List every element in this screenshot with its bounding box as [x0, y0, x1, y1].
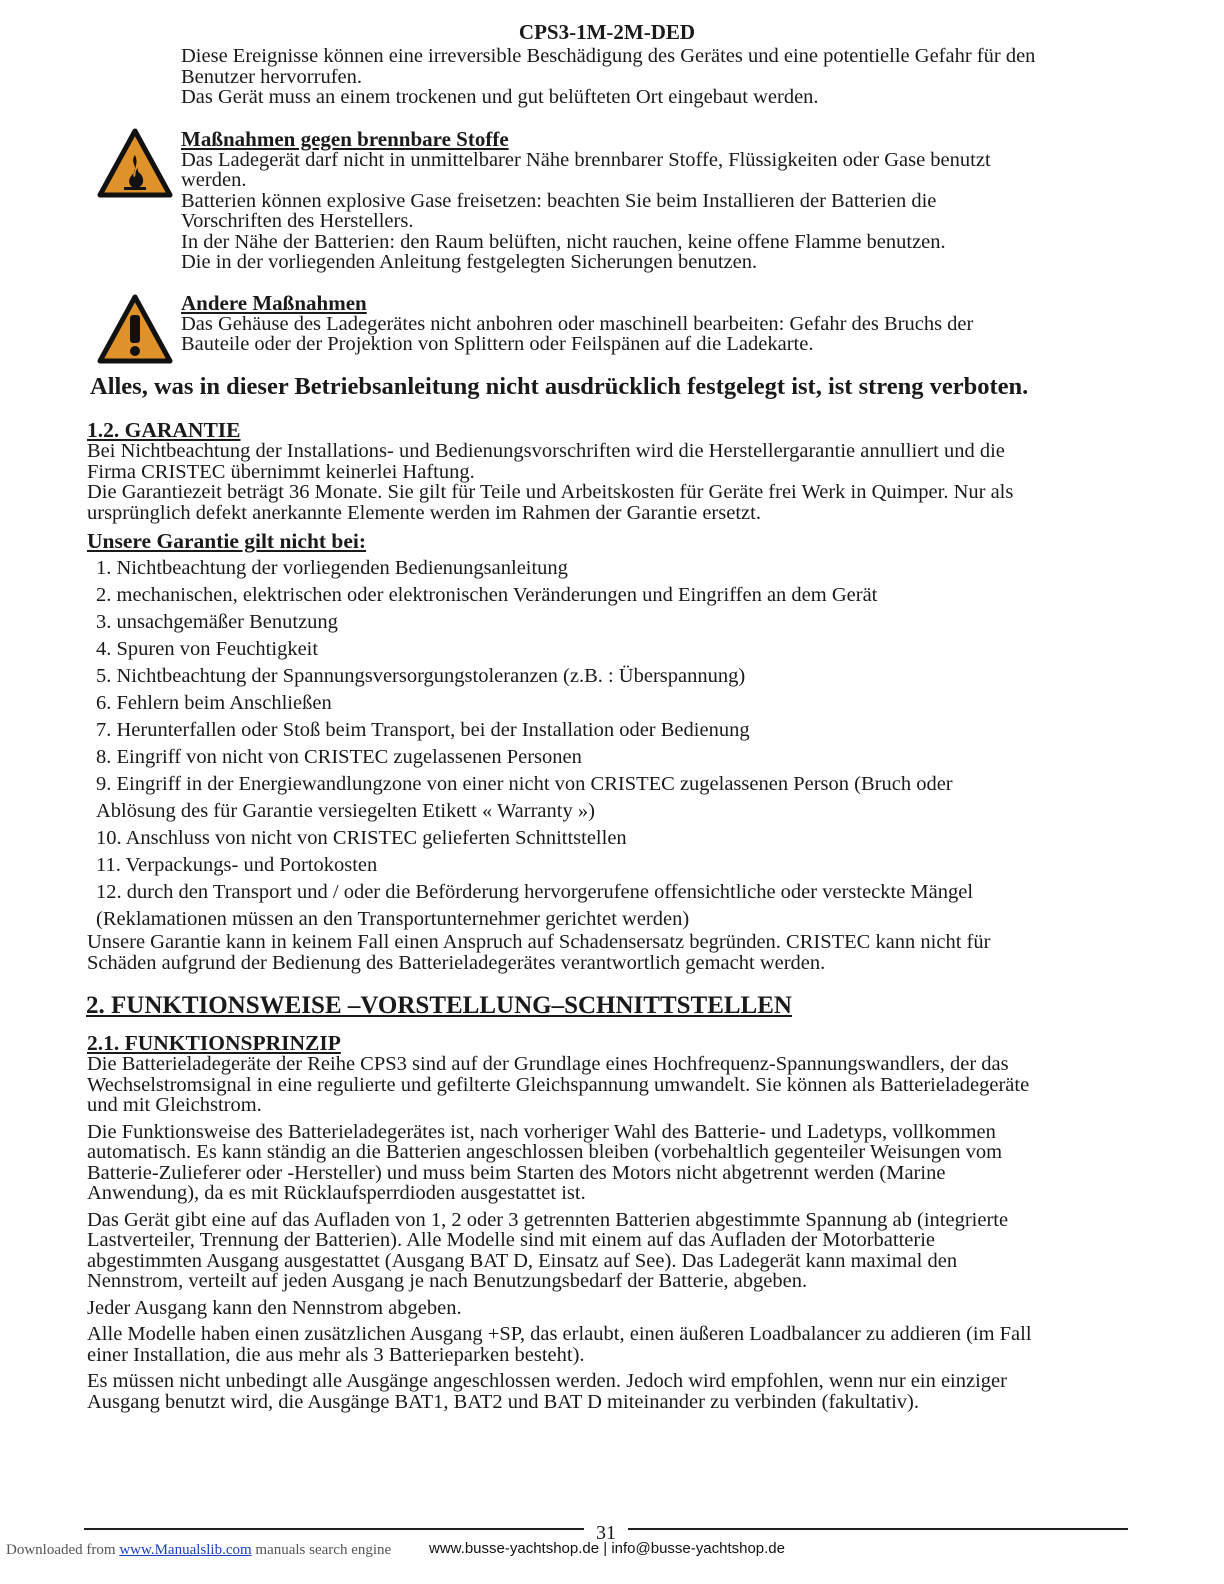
paragraph: [87, 1298, 1147, 1319]
flammable-line: In der Nähe der Batterien: den Raum belüften, nicht rauchen, keine offene Flamme benutzen.: [181, 230, 946, 253]
paragraph-line: Lastverteiler, Trennung der Batterien). Alle Modelle sind mit einem auf das Aufladen der Motorbatterie: [87, 1229, 935, 1251]
section-2-heading: 2. FUNKTIONSWEISE –VORSTELLUNG–SCHNITTSTELLEN: [86, 992, 792, 1019]
not-covered-heading: Unsere Garantie gilt nicht bei:: [87, 529, 367, 553]
other-measures-section: [181, 293, 1141, 355]
flammable-line: Das Ladegerät darf nicht in unmittelbarer Nähe brennbarer Stoffe, Flüssigkeiten oder Gase benutzt: [181, 148, 991, 171]
paragraph-line: Wechselstromsignal in eine regulierte und gefilterte Gleichspannung umwandelt. Sie können als Batterieladegeräte: [87, 1073, 1030, 1096]
paragraph-line: Ausgang benutzt wird, die Ausgänge BAT1, BAT2 und BAT D miteinander zu verbinden (fakultativ).: [87, 1390, 919, 1413]
list-item: 10. Anschluss von nicht von CRISTEC gelieferten Schnittstellen: [96, 827, 627, 849]
list-item: 8. Eingriff von nicht von CRISTEC zugelassenen Personen: [96, 746, 582, 768]
list-item: 1. Nichtbeachtung der vorliegenden Bedienungsanleitung: [96, 557, 568, 579]
paragraph-line: Es müssen nicht unbedingt alle Ausgänge angeschlossen werden. Jedoch wird empfohlen, wenn nur ein einziger: [87, 1370, 1007, 1392]
list-item: 11. Verpackungs- und Portokosten: [96, 854, 378, 876]
footer-divider: [84, 1528, 584, 1530]
guarantee-section: [87, 419, 1147, 552]
list-item: (Reklamationen müssen an den Transportunternehmer gerichtet werden): [96, 908, 690, 930]
functional-principle-heading: 2.1. FUNKTIONSPRINZIP: [87, 1031, 341, 1055]
download-credit: [6, 1542, 391, 1559]
flammable-line: Die in der vorliegenden Anleitung festgelegten Sicherungen benutzen.: [181, 251, 758, 273]
functional-principle-section: [87, 1032, 1147, 1412]
list-item: Ablösung des für Garantie versiegelten Etikett « Warranty »): [96, 800, 595, 822]
paragraph: [87, 1324, 1147, 1365]
paragraph-line: automatisch. Es kann ständig an die Batterien angeschlossen bleiben (vorbehaltlich gegenteiler Weisungen vom: [87, 1141, 1003, 1163]
guarantee-heading: 1.2. GARANTIE: [87, 418, 241, 442]
paragraph-line: Nennstrom, verteilt auf jeden Ausgang je nach Benutzungsbedarf der Batterie, abgeben.: [87, 1270, 808, 1292]
paragraph: [87, 1054, 1147, 1116]
intro-line: Benutzer hervorrufen.: [181, 65, 362, 88]
paragraph-line: Batterie-Zulieferer oder -Hersteller) und muss beim Starten des Motors nicht abgetrennt werden (Marine: [87, 1161, 946, 1184]
guarantee-line: ursprünglich defekt anerkannte Elemente werden im Rahmen der Garantie ersetzt.: [87, 501, 761, 524]
paragraph-line: abgestimmten Ausgang ausgestattet (Ausgang BAT D, Einsatz auf See). Das Ladegerät kann maximal den: [87, 1249, 958, 1272]
paragraph-line: und mit Gleichstrom.: [87, 1094, 262, 1116]
intro-line: Diese Ereignisse können eine irreversible Beschädigung des Gerätes und eine potentielle Gefahr für den: [181, 45, 1036, 67]
flammable-heading: Maßnahmen gegen brennbare Stoffe: [181, 127, 509, 151]
download-prefix: Downloaded from: [6, 1542, 116, 1558]
footer-divider: [628, 1528, 1128, 1530]
list-item: 7. Herunterfallen oder Stoß beim Transport, bei der Installation oder Bedienung: [96, 719, 750, 741]
paragraph-line: Die Funktionsweise des Batterieladegerätes ist, nach vorheriger Wahl des Batterie- und Ladetyps, vollkommen: [87, 1120, 996, 1143]
paragraph-line: Das Gerät gibt eine auf das Aufladen von 1, 2 oder 3 getrennten Batterien abgestimmte Spannung ab (integrierte: [87, 1208, 1009, 1231]
paragraph: [87, 1371, 1147, 1412]
guarantee-line: Bei Nichtbeachtung der Installations- und Bedienungsvorschriften wird die Herstellergarantie annulliert und die: [87, 440, 1005, 462]
list-item: 9. Eingriff in der Energiewandlungzone von einer nicht von CRISTEC zugelassenen Person (Bruch oder: [96, 773, 953, 795]
paragraph-line: Jeder Ausgang kann den Nennstrom abgeben.: [87, 1296, 462, 1319]
intro-text: [181, 46, 1141, 108]
list-item: 3. unsachgemäßer Benutzung: [96, 611, 338, 633]
other-measures-line: Das Gehäuse des Ladegerätes nicht anbohren oder maschinell bearbeiten: Gefahr des Bruchs der: [181, 312, 974, 335]
list-item: 4. Spuren von Feuchtigkeit: [96, 638, 319, 660]
paragraph-line: Die Batterieladegeräte der Reihe CPS3 sind auf der Grundlage eines Hochfrequenz-Spannungswandlers, der das: [87, 1053, 1009, 1075]
list-item: 2. mechanischen, elektrischen oder elektronischen Veränderungen und Eingriffen an dem Gerät: [96, 584, 878, 606]
flammable-warning-icon: [96, 127, 174, 199]
guarantee-closing-line: Unsere Garantie kann in keinem Fall einen Anspruch auf Schadensersatz begründen. CRISTEC kann nicht für: [87, 931, 991, 953]
guarantee-closing-line: Schäden aufgrund der Bedienung des Batterieladegerätes verantwortlich gemacht werden.: [87, 951, 826, 974]
other-measures-heading: Andere Maßnahmen: [181, 291, 367, 315]
download-suffix: manuals search engine: [255, 1542, 392, 1558]
list-item: 12. durch den Transport und / oder die Beförderung hervorgerufene offensichtliche oder versteckte Mängel: [96, 881, 974, 903]
list-item: 5. Nichtbeachtung der Spannungsversorgungstoleranzen (z.B. : Überspannung): [96, 665, 746, 687]
paragraph-line: einer Installation, die aus mehr als 3 Batterieparken besteht).: [87, 1343, 585, 1366]
not-covered-list: [96, 555, 1156, 933]
paragraph: [87, 1122, 1147, 1204]
paragraph: [87, 1210, 1147, 1292]
other-measures-line: Bauteile oder der Projektion von Splittern oder Feilspänen auf die Ladekarte.: [181, 333, 814, 355]
flammable-line: Batterien können explosive Gase freisetzen: beachten Sie beim Installieren der Batterien die: [181, 189, 937, 212]
guarantee-line: Firma CRISTEC übernimmt keinerlei Haftung.: [87, 460, 475, 483]
guarantee-line: Die Garantiezeit beträgt 36 Monate. Sie gilt für Teile und Arbeitskosten für Geräte frei Werk in Quimper. Nur als: [87, 481, 1014, 503]
prohibition-notice: Alles, was in dieser Betriebsanleitung nicht ausdrücklich festgelegt ist, ist streng verboten.: [90, 373, 1029, 400]
manualslib-link[interactable]: www.Manualslib.com: [119, 1542, 252, 1558]
intro-line: Das Gerät muss an einem trockenen und gut belüfteten Ort eingebaut werden.: [181, 86, 819, 108]
page-number: 31: [596, 1522, 616, 1544]
document-title: CPS3-1M-2M-DED: [518, 20, 696, 44]
exclamation-warning-icon: [96, 293, 174, 365]
paragraph-line: Alle Modelle haben einen zusätzlichen Ausgang +SP, das erlaubt, einen äußeren Loadbalancer zu addieren (im Fall: [87, 1323, 1032, 1345]
shop-contact: www.busse-yachtshop.de | info@busse-yachtshop.de: [429, 1540, 785, 1557]
list-item: 6. Fehlern beim Anschließen: [96, 692, 332, 714]
guarantee-closing: [87, 932, 1147, 973]
flammable-section: [181, 129, 1141, 273]
flammable-line: werden.: [181, 169, 247, 191]
flammable-line: Vorschriften des Herstellers.: [181, 210, 414, 232]
paragraph-line: Anwendung), da es mit Rücklaufsperrdioden ausgestattet ist.: [87, 1182, 586, 1204]
